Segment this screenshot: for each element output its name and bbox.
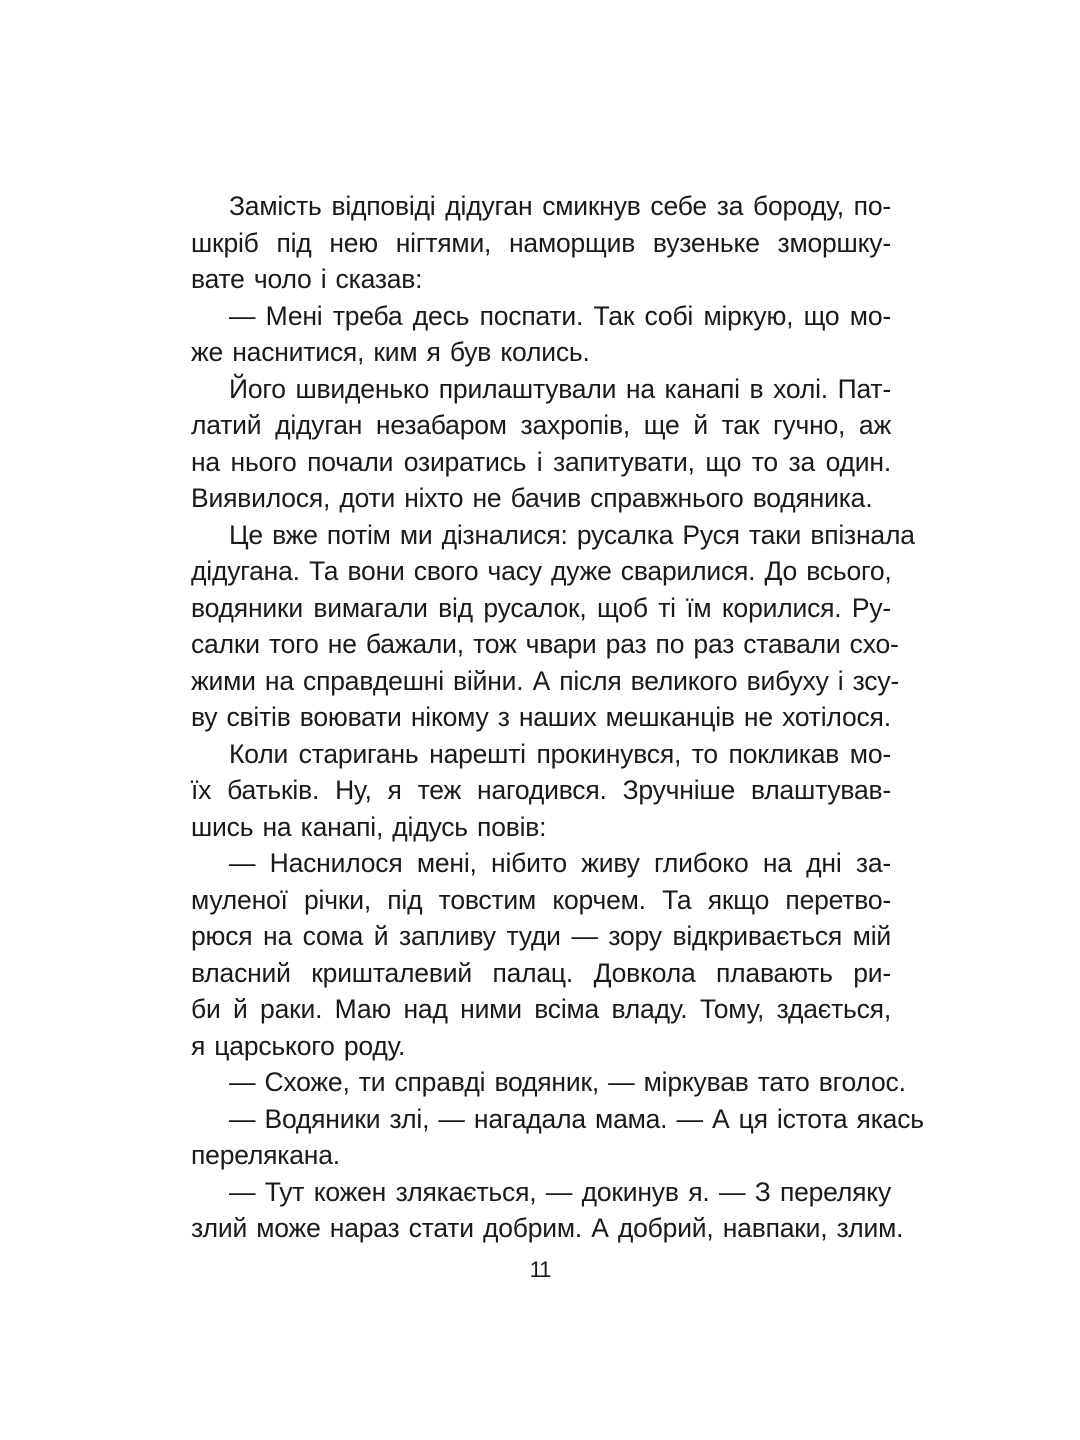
text-line: дідугана. Та вони свого часу дуже сварилися. До всього, (191, 556, 892, 586)
text-line: Його швиденько прилаштували на канапі в холі. Пат- (229, 373, 891, 404)
text-line: Це вже потім ми дізналися: русалка Руся таки впізнала (229, 519, 915, 550)
text-line: перелякана. (191, 1140, 340, 1170)
text-line: я царського роду. (191, 1030, 406, 1061)
text-line: жими на справдешні війни. А після великого вибуху і зсу- (191, 665, 900, 696)
text-line: шкріб під нею нігтями, наморщив вузеньке зморшку- (191, 227, 891, 258)
text-line: Коли старигань нарешті прокинувся, то покликав мо- (229, 738, 891, 769)
text-line: водяники вимагали від русалок, щоб ті їм корилися. Ру- (191, 592, 891, 623)
text-line: — Мені треба десь поспати. Так собі міркую, що мо- (229, 300, 891, 331)
text-line: їх батьків. Ну, я теж нагодився. Зручніше влаштував- (191, 775, 891, 805)
text-line: Виявилося, доти ніхто не бачив справжнього водяника. (191, 483, 873, 513)
text-line: же наснитися, ким я був колись. (191, 337, 590, 367)
text-line: рюся на сома й запливу туди — зору відкривається мій (191, 921, 891, 951)
text-line: на нього почали озиратись і запитувати, що то за один. (191, 446, 891, 477)
text-line: — Наснилося мені, нібито живу глибоко на дні за- (229, 848, 891, 878)
text-line: злий може нараз стати добрим. А добрий, навпаки, злим. (191, 1213, 904, 1243)
text-line: — Тут кожен злякається, — докинув я. — З переляку (229, 1176, 891, 1207)
text-line: ву світів воювати нікому з наших мешканців не хотілося. (191, 702, 891, 732)
text-line: — Схоже, ти справді водяник, — міркував тато вголос. (229, 1067, 906, 1097)
text-line: латий дідуган незабаром захропів, ще й так гучно, аж (191, 410, 891, 440)
text-line: вате чоло і сказав: (191, 264, 423, 294)
body-text (191, 188, 924, 1247)
text-line: Замість відповіді дідуган смикнув себе за бороду, по- (229, 191, 891, 221)
text-line: салки того не бажали, тож чвари раз по раз ставали схо- (191, 629, 899, 659)
text-line: би й раки. Маю над ними всіма владу. Тому, здається, (191, 994, 891, 1024)
text-line: — Водяники злі, — нагадала мама. — А ця істота якась (229, 1103, 924, 1134)
page-number: 11 (529, 1257, 551, 1282)
text-line: муленої річки, під товстим корчем. Та якщо перетво- (191, 884, 891, 915)
text-line: власний кришталевий палац. Довкола плавають ри- (191, 957, 891, 988)
text-line: шись на канапі, дідусь повів: (191, 811, 547, 842)
